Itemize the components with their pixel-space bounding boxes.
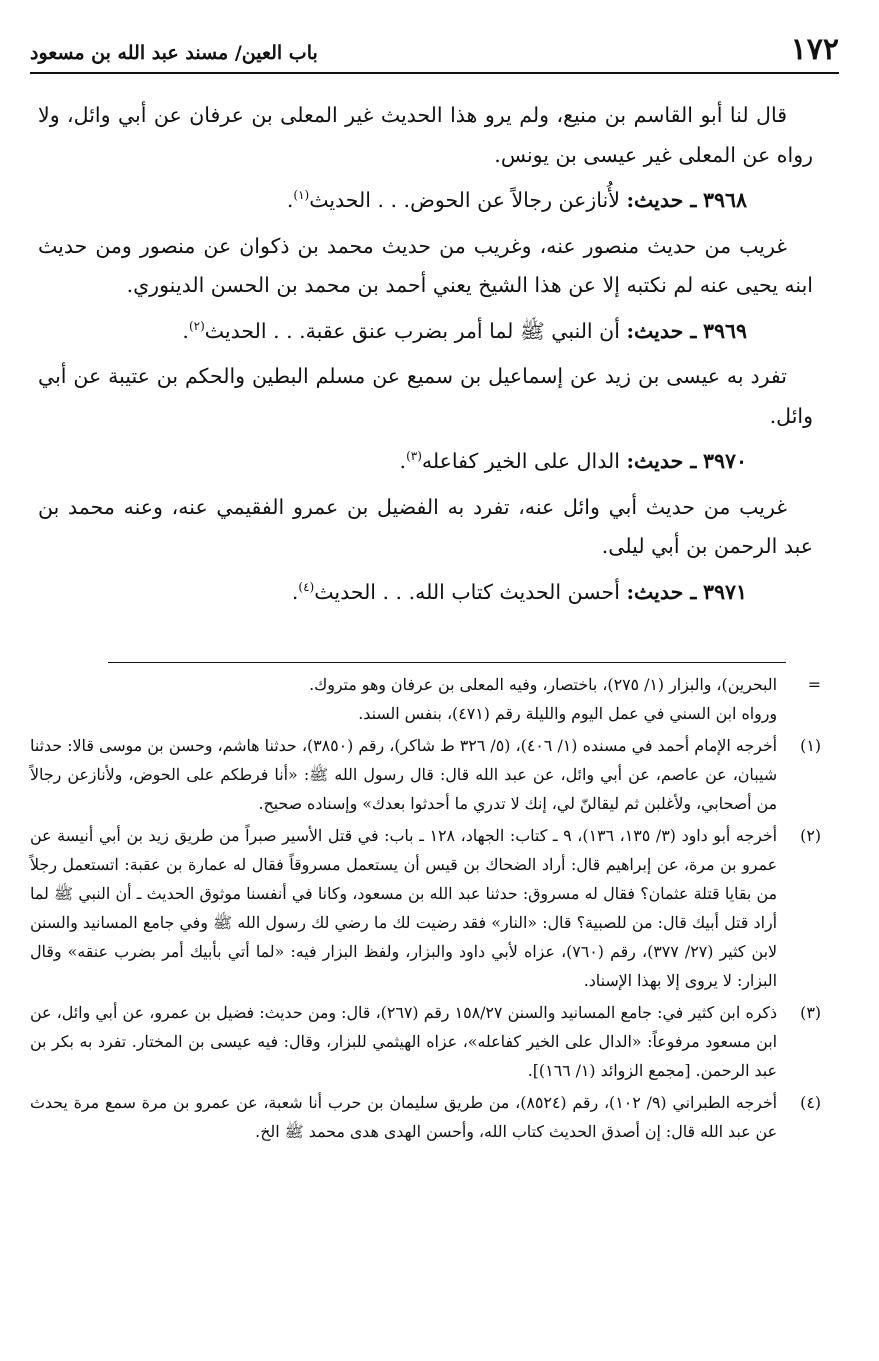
hadith-3970: ٣٩٧٠ ـ حديث: الدال على الخير كفاعله$^{(٣)}$.: [399, 449, 747, 473]
footnote-4: [30, 1088, 821, 1146]
hadith-number: ٣٩٦٩: [702, 318, 747, 343]
hadith-keyword: ـ حديث:: [626, 188, 697, 212]
footnote-line: ورواه ابن السني في عمل اليوم والليلة رقم (٤٧١)، بنفس السند.: [358, 704, 777, 723]
page-number: ١٧٢: [790, 32, 839, 67]
hadith-keyword: ـ حديث:: [626, 318, 697, 343]
hadith-3969: ٣٩٦٩ ـ حديث: أن النبي ﷺ لما أمر بضرب عنق عقبة. . . الحديث$^{(٢)}$.: [182, 318, 747, 343]
hadith-text: لأُنازعن رجالاً عن الحوض. . . الحديث: [309, 188, 620, 212]
hadith-text: أن النبي ﷺ لما أمر بضرب عنق عقبة. . . الحديث: [204, 318, 620, 343]
footnotes: [30, 670, 821, 1149]
footnote-ref[interactable]: (٣): [406, 449, 422, 464]
footnote-ref[interactable]: (٤): [298, 579, 315, 594]
footnote-1: [30, 731, 821, 818]
paragraph-4: غريب من حديث أبي وائل عنه، تفرد به الفضيل بن عمرو الفقيمي عنه، وعنه محمد بن عبد الرحمن بن أبي ليلى.: [38, 494, 813, 558]
hadith-number: ٣٩٦٨: [702, 188, 747, 212]
hadith-text: الدال على الخير كفاعله: [421, 449, 620, 473]
footnote-mark: =: [807, 675, 821, 694]
footnote-mark: (٢): [800, 826, 821, 845]
hadith-keyword: ـ حديث:: [626, 449, 697, 473]
hadith-3971: ٣٩٧١ ـ حديث: أحسن الحديث كتاب الله. . . الحديث$^{(٤)}$.: [291, 579, 747, 604]
paragraph-2: غريب من حديث منصور عنه، وغريب من حديث محمد بن ذكوان عن منصور ومن حديث ابنه يحيى عنه لم نكتبه إلا عن هذا الشيخ يعني أحمد بن محمد بن الحسن الدينوري.: [38, 233, 813, 297]
paragraph-1: قال لنا أبو القاسم بن منيع، ولم يرو هذا الحديث غير المعلى بن عرفان عن أبي وائل، ولا رواه عن المعلى غير عيسى بن يونس.: [38, 103, 813, 167]
paragraph-3: تفرد به عيسى بن زيد عن إسماعيل بن سميع عن مسلم البطين والحكم بن عتيبة عن أبي وائل.: [38, 364, 813, 428]
footnote-line: البحرين)، والبزار (١/ ٢٧٥)، باختصار، وفيه المعلى بن عرفان وهو متروك.: [309, 675, 777, 694]
hadith-3968: ٣٩٦٨ ـ حديث: لأُنازعن رجالاً عن الحوض. . . الحديث$^{(١)}$.: [286, 188, 747, 212]
hadith-number: ٣٩٧٠: [702, 449, 747, 473]
hadith-keyword: ـ حديث:: [626, 579, 697, 604]
footnote-ref[interactable]: (٢): [188, 318, 205, 333]
footnote-mark: (٤): [800, 1093, 821, 1112]
footnote-continued: [30, 670, 821, 728]
hadith-number: ٣٩٧١: [702, 579, 747, 604]
footnote-text: ذكره ابن كثير في: جامع المسانيد والسنن ١٥٨/٢٧ رقم (٢٦٧)، قال: ومن حديث: فضيل بن عمرو، عن أبي وائل، عن ابن مسعود مرفوعاً: «الدال على الخير كفاعله»، عزاه الهيثمي للبزار، وقال: فيه عيسى بن المختار. تفرد به بكر بن عبد الرحمن. [مجمع الزوائد (١/ ١٦٦)].: [30, 1003, 777, 1080]
header-rule: [30, 72, 839, 74]
footnote-mark: (١): [800, 736, 821, 755]
hadith-text: أحسن الحديث كتاب الله. . . الحديث: [314, 579, 620, 604]
footnote-3: [30, 998, 821, 1085]
main-text: [38, 96, 813, 618]
footnote-ref[interactable]: (١): [293, 188, 310, 203]
footnote-mark: (٣): [800, 1003, 821, 1022]
footnote-text: أخرجه الإمام أحمد في مسنده (١/ ٤٠٦)، (٥/ ٣٢٦ ط شاكر)، رقم (٣٨٥٠)، حدثنا هاشم، وحسن بن موسى قالا: حدثنا شيبان، عن عاصم، عن أبي وائل، عن عبد الله قال: قال رسول الله ﷺ: «أنا فرطكم على الحوض، ولأنازعن رجالاً من أصحابي، ولأغلبن ثم ليقالنّ لي، إنك لا تدري ما أحدثوا بعدك» وإسناده صحيح.: [30, 736, 778, 813]
page-header: [30, 28, 839, 78]
footnote-text: أخرجه أبو داود (٣/ ١٣٥، ١٣٦)، ٩ ـ كتاب: الجهاد، ١٢٨ ـ باب: في قتل الأسير صبراً من طريق زيد بن أبي أنيسة عن عمرو بن مرة، عن إبراهيم قال: أراد الضحاك بن قيس أن يستعمل مسروقاً فقال له عمارة بن عقبة: اتستعمل رجلاً من بقايا قتلة عثمان؟ فقال له مسروق: حدثنا عبد الله بن مسعود، وكانا في أنفسنا موثوق الحديث ـ أن النبي ﷺ لما أراد قتل أبيك قال: من للصبية؟ قال: «النار» فقد رضيت لك ما رضي لك رسول الله ﷺ وفي جامع المسانيد والسنن لابن كثير (٢٧/ ٣٧٧)، رقم (٧٦٠)، عزاه لأبي داود والبزار، ولفظ البزار فيه: «لما أتي بأبيك أمر بضرب عنقه» وقال البزار: لا يروى إلا بهذا الإسناد.: [30, 826, 778, 990]
footnote-2: [30, 821, 821, 995]
footnote-text: أخرجه الطبراني (٩/ ١٠٢)، رقم (٨٥٢٤)، من طريق سليمان بن حرب أنا شعبة، عن عمرو بن مرة سمع مرة يحدث عن عبد الله قال: إن أصدق الحديث كتاب الله، وأحسن الهدى هدى محمد ﷺ الخ.: [30, 1093, 778, 1141]
running-title: باب العين/ مسند عبد الله بن مسعود: [30, 42, 318, 64]
footnote-separator: [108, 662, 786, 663]
